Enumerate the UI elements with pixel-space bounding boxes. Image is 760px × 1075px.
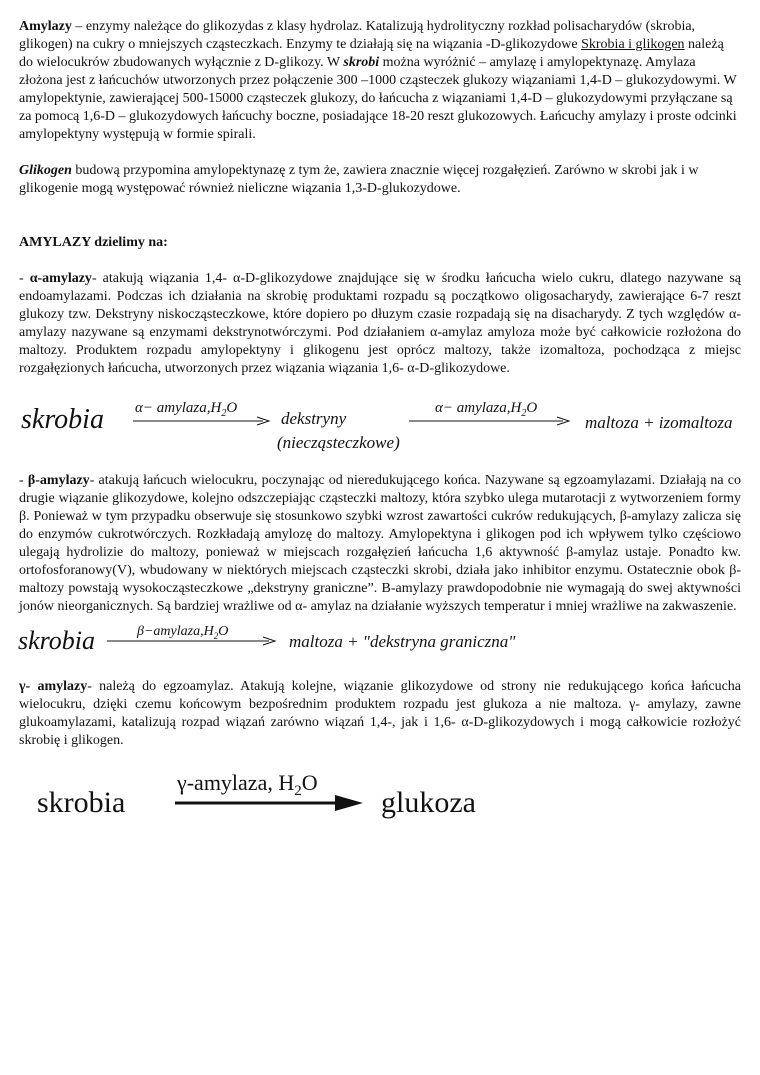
paragraph-beta-amylazy: - β-amylazy- atakują łańcuch wielocukru, poczynając od nieredukującego końca. Nazywane są egzoamylazami. Działają na co drugie wiązanie glikozydowe, kolejno odszczepiając cząsteczki maltozy, która szybko ulega mutarotacji z wytworzeniem formy β. Ponieważ w tym przypadku obserwuje się stosunkowo szybki wzrost zawartości cukrów redukujących, β-amylazy zalicza się do enzymów cukrotwórczych. Rozkładają amylozę do maltozy. Amylopektyna i glikogen pod ich wpływem tylko częściowo ulegają hydrolizie do maltozy, ponieważ w miejscach rozgałęzień łańcucha 1,6 aktywność β-amylaz ustaje. Ponadto kw. ortofosforanowy(V), wbudowany w niektórych miejscach cząsteczki skrobi, działa jako inhibitor enzymu. Ostatecznie obok β-maltozy powstają wysokocząsteczkowe „dekstryny graniczne”. B-amylazy prawdopodobnie nie wymagają do swej aktywności jonów nieorganicznych. Są bardziej wrażliwe od α- amylaz na działanie wyższych temperatur i mniej wrażliwe na zakwaszenie. bbox=[19, 473, 741, 614]
term-alpha-amylazy: α-amylazy bbox=[29, 271, 92, 286]
eq-alpha-substrate: skrobia bbox=[21, 404, 104, 435]
eq-gamma-enzyme: γ-amylaza, $H_2O$ bbox=[177, 770, 318, 799]
section-heading: AMYLAZY dzielimy na: bbox=[19, 235, 168, 250]
equation-gamma bbox=[17, 754, 523, 834]
eq-alpha-intermediate-1: dekstryny bbox=[281, 409, 347, 428]
eq-gamma-arrow-head bbox=[335, 795, 363, 811]
paragraph-alpha-amylazy: - α-amylazy- atakują wiązania 1,4- α-D-glikozydowe znajdujące się w środku łańcucha wielo cukru, dlatego nazywane są endoamylazami. Podczas ich działania na skrobię produktami rozpadu są początkowo oligosacharydy, zawierające 6-7 reszt glukozy tzw. Dekstryny niskocząsteczkowe, które dopiero po dłuzym czasie rozpadają się na disacharydy. Z tych względów α-amylazy nazywane są enzymami dekstrynotwórczymi. Pod działaniem α-amylaz amyloza może być całkowicie rozłożona do maltozy. Produktem rozpadu amylopektyny i glikogenu jest oprócz maltozy, także izomaltoza, pochodząca z miejsc rozgałęzionych łańcucha, utworzonych przez wiązania wiązania 1,6- α-D-glikozydowe. bbox=[19, 271, 741, 376]
term-glikogen: Glikogen bbox=[19, 163, 72, 178]
eq-beta-enzyme: $\beta-amylaza,H_2O$ bbox=[137, 624, 229, 641]
term-amylazy: Amylazy bbox=[19, 19, 72, 34]
term-gamma-amylazy: γ- amylazy bbox=[19, 679, 88, 694]
equation-gamma-scan bbox=[17, 754, 523, 834]
link-skrobia-glikogen[interactable]: Skrobia i glikogen bbox=[581, 37, 685, 52]
eq-gamma-product: glukoza bbox=[381, 786, 476, 819]
eq-alpha-intermediate-2: (niecząsteczkowe) bbox=[277, 433, 400, 452]
paragraph-amylazy: Amylazy – enzymy należące do glikozydas z klasy hydrolaz. Katalizują hydrolityczny rozkład polisacharydów (skrobia, glikogen) na cukry o mniejszych cząsteczkach. Enzymy te działają się na wiązania -D-glikozydowe Skrobia i glikogen należą do wielocukrów zbudowanych wyłącznie z D-glikozy. W skrobi można wyróżnić – amylazę i amylopektynazę. Amylaza złożona jest z łańcuchów utworzonych przez połączenie 300 –1000 cząsteczek glukozy wiązaniami 1,4-D – glukozydowymi. W amylopektynie, zawierającej 500-15000 cząsteczek glukozy, do łańcucha z wiązaniami 1,4-D – glukozydowymi przyłączane są za pomocą 1,6-D – glukozydowych łańcuchy boczne, posiadające 18-20 reszt glukozowych. Łańcuchy amylazy i proste odcinki amylopektyny występują w formie spirali. bbox=[19, 19, 737, 142]
equation-alpha bbox=[19, 388, 741, 456]
equation-gamma-block bbox=[19, 750, 741, 840]
paragraph-glikogen: Glikogen budową przypomina amylopektynazę z tym że, zawiera znacznie więcej rozgałęzień. Zarówno w skrobi jak i w glikogenie mogą występować również nieliczne wiązania 1,3-D-glukozydowe. bbox=[19, 163, 699, 196]
document-page bbox=[19, 18, 741, 840]
eq-alpha-enzyme1: $\alpha- amylaza,H_2O$ bbox=[135, 400, 238, 419]
eq-alpha-enzyme2: $\alpha- amylaza,H_2O$ bbox=[435, 400, 538, 419]
eq-alpha-product: maltoza + izomaltoza bbox=[585, 413, 733, 432]
eq-beta-substrate: skrobia bbox=[18, 626, 96, 655]
equation-beta bbox=[19, 620, 741, 658]
eq-gamma-substrate: skrobia bbox=[37, 786, 126, 819]
term-beta-amylazy: β-amylazy bbox=[27, 473, 90, 488]
eq-beta-product: maltoza + "dekstryna graniczna" bbox=[289, 632, 516, 651]
term-skrobi: skrobi bbox=[343, 55, 380, 70]
paragraph-gamma-amylazy: γ- amylazy- należą do egzoamylaz. Atakują kolejne, wiązanie glikozydowe od strony nie redukującego końca łańcucha wielocukru, dzięki czemu końcowym bezpośrednim produktem rozpadu jest glukoza a nie maltoza. γ- amylazy, zawne glukoamylazami, katalizują rozpad wiązań zarówno wiązań 1,4-, jak i 1,6- α-D-glikozydowych i mogą całkowicie rozłożyć skrobię i glikogen. bbox=[19, 679, 741, 748]
